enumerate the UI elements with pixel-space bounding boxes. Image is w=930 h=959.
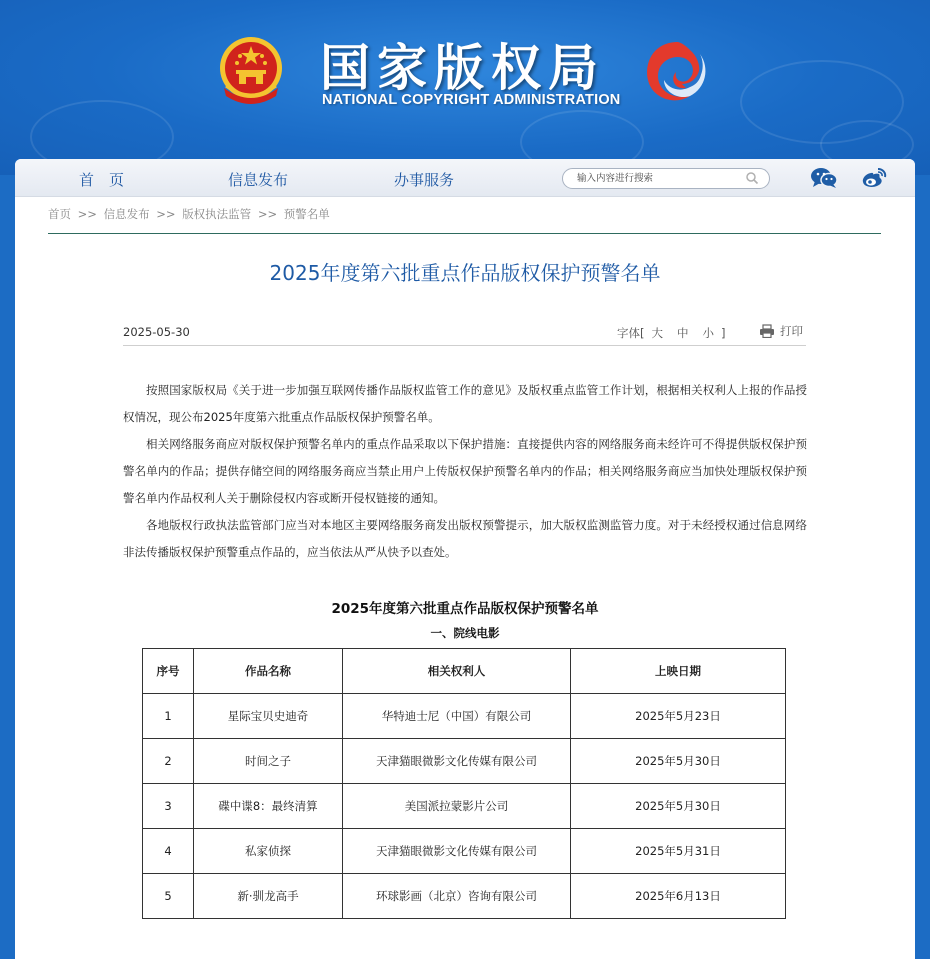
table-row (143, 739, 786, 784)
font-bracket-open: [ (640, 326, 645, 340)
paragraph: 相关网络服务商应对版权保护预警名单内的重点作品采取以下保护措施：直接提供内容的网络服务商未经许可不得提供版权保护预警名单内的作品；提供存储空间的网络服务商应当禁止用户上传版权保护预警名单内的作品；相关网络服务商应当加快处理版权保护预警名单内作品权利人关于删除侵权内容或断开侵权链接的通知。 (123, 437, 807, 505)
cell-release-date: 2025年5月23日 (571, 694, 786, 739)
breadcrumb-separator: >> (257, 207, 278, 221)
wechat-icon[interactable] (810, 166, 838, 190)
printer-icon (759, 324, 775, 338)
cell-work-name: 新·驯龙高手 (194, 874, 343, 919)
cell-release-date: 2025年5月31日 (571, 829, 786, 874)
cell-rights-holder: 天津猫眼微影文化传媒有限公司 (343, 739, 571, 784)
table-row (143, 784, 786, 829)
table-title: 2025年度第六批重点作品版权保护预警名单 (331, 601, 599, 617)
breadcrumb-separator: >> (77, 207, 97, 221)
warning-list-table (142, 648, 786, 919)
breadcrumb (48, 206, 330, 222)
breadcrumb-enforcement[interactable]: 版权执法监管 (182, 207, 252, 221)
breadcrumb-home[interactable]: 首页 (48, 207, 71, 221)
cell-release-date: 2025年6月13日 (571, 874, 786, 919)
nav-item-home[interactable]: 首 页 (79, 171, 125, 189)
breadcrumb-separator: >> (156, 207, 176, 221)
main-nav (15, 159, 915, 197)
header-rights-holder: 相关权利人 (343, 649, 571, 694)
table-row (143, 829, 786, 874)
cell-index: 3 (143, 784, 194, 829)
breadcrumb-divider (48, 233, 881, 234)
breadcrumb-info-release[interactable]: 信息发布 (103, 207, 150, 221)
national-emblem-icon (216, 34, 286, 106)
weibo-icon[interactable] (860, 166, 888, 190)
article-title: 2025年度第六批重点作品版权保护预警名单 (269, 261, 661, 285)
cell-index: 5 (143, 874, 194, 919)
search-input[interactable] (577, 171, 737, 186)
font-size-small[interactable]: 小 (702, 326, 714, 340)
site-subtitle: NATIONAL COPYRIGHT ADMINISTRATION (322, 92, 621, 108)
paragraph: 按照国家版权局《关于进一步加强互联网传播作品版权监管工作的意见》及版权重点监管工作计划，根据相关权利人上报的作品授权情况，现公布2025年度第六批重点作品版权保护预警名单。 (123, 383, 807, 424)
table-row (143, 874, 786, 919)
cell-index: 2 (143, 739, 194, 784)
publish-date: 2025-05-30 (123, 325, 190, 339)
nca-swirl-logo-icon (638, 36, 712, 110)
paragraph: 各地版权行政执法监管部门应当对本地区主要网络服务商发出版权预警提示，加大版权监测监管力度。对于未经授权通过信息网络非法传播版权保护预警重点作品的，应当依法从严从快予以查处。 (123, 518, 807, 559)
header-release-date: 上映日期 (571, 649, 786, 694)
site-title: 国家版权局 (320, 39, 605, 97)
nav-item-services[interactable]: 办事服务 (394, 171, 455, 189)
font-size-control (617, 325, 726, 341)
header-work-name: 作品名称 (194, 649, 343, 694)
print-button[interactable] (759, 323, 803, 339)
cell-work-name: 时间之子 (194, 739, 343, 784)
cell-work-name: 星际宝贝史迪奇 (194, 694, 343, 739)
table-header-row (143, 649, 786, 694)
table-row (143, 694, 786, 739)
font-size-label: 字体 (617, 326, 640, 340)
cell-rights-holder: 环球影画（北京）咨询有限公司 (343, 874, 571, 919)
header-index: 序号 (143, 649, 194, 694)
article-body (123, 377, 807, 566)
breadcrumb-warning-list[interactable]: 预警名单 (283, 207, 330, 221)
site-banner (0, 0, 930, 175)
print-label: 打印 (780, 324, 803, 338)
cell-release-date: 2025年5月30日 (571, 784, 786, 829)
cell-work-name: 私家侦探 (194, 829, 343, 874)
search-box (562, 168, 770, 189)
cell-rights-holder: 天津猫眼微影文化传媒有限公司 (343, 829, 571, 874)
cell-index: 1 (143, 694, 194, 739)
font-size-large[interactable]: 大 (651, 326, 663, 340)
table-section-heading: 一、院线电影 (430, 626, 500, 640)
nav-item-info-release[interactable]: 信息发布 (228, 171, 289, 189)
search-icon[interactable] (745, 171, 759, 185)
font-size-medium[interactable]: 中 (677, 326, 689, 340)
font-bracket-close: ] (721, 326, 726, 340)
cell-release-date: 2025年5月30日 (571, 739, 786, 784)
cell-rights-holder: 美国派拉蒙影片公司 (343, 784, 571, 829)
cell-rights-holder: 华特迪士尼（中国）有限公司 (343, 694, 571, 739)
cell-index: 4 (143, 829, 194, 874)
content-panel (15, 159, 915, 959)
meta-divider (123, 345, 806, 346)
cell-work-name: 碟中谍8：最终清算 (194, 784, 343, 829)
